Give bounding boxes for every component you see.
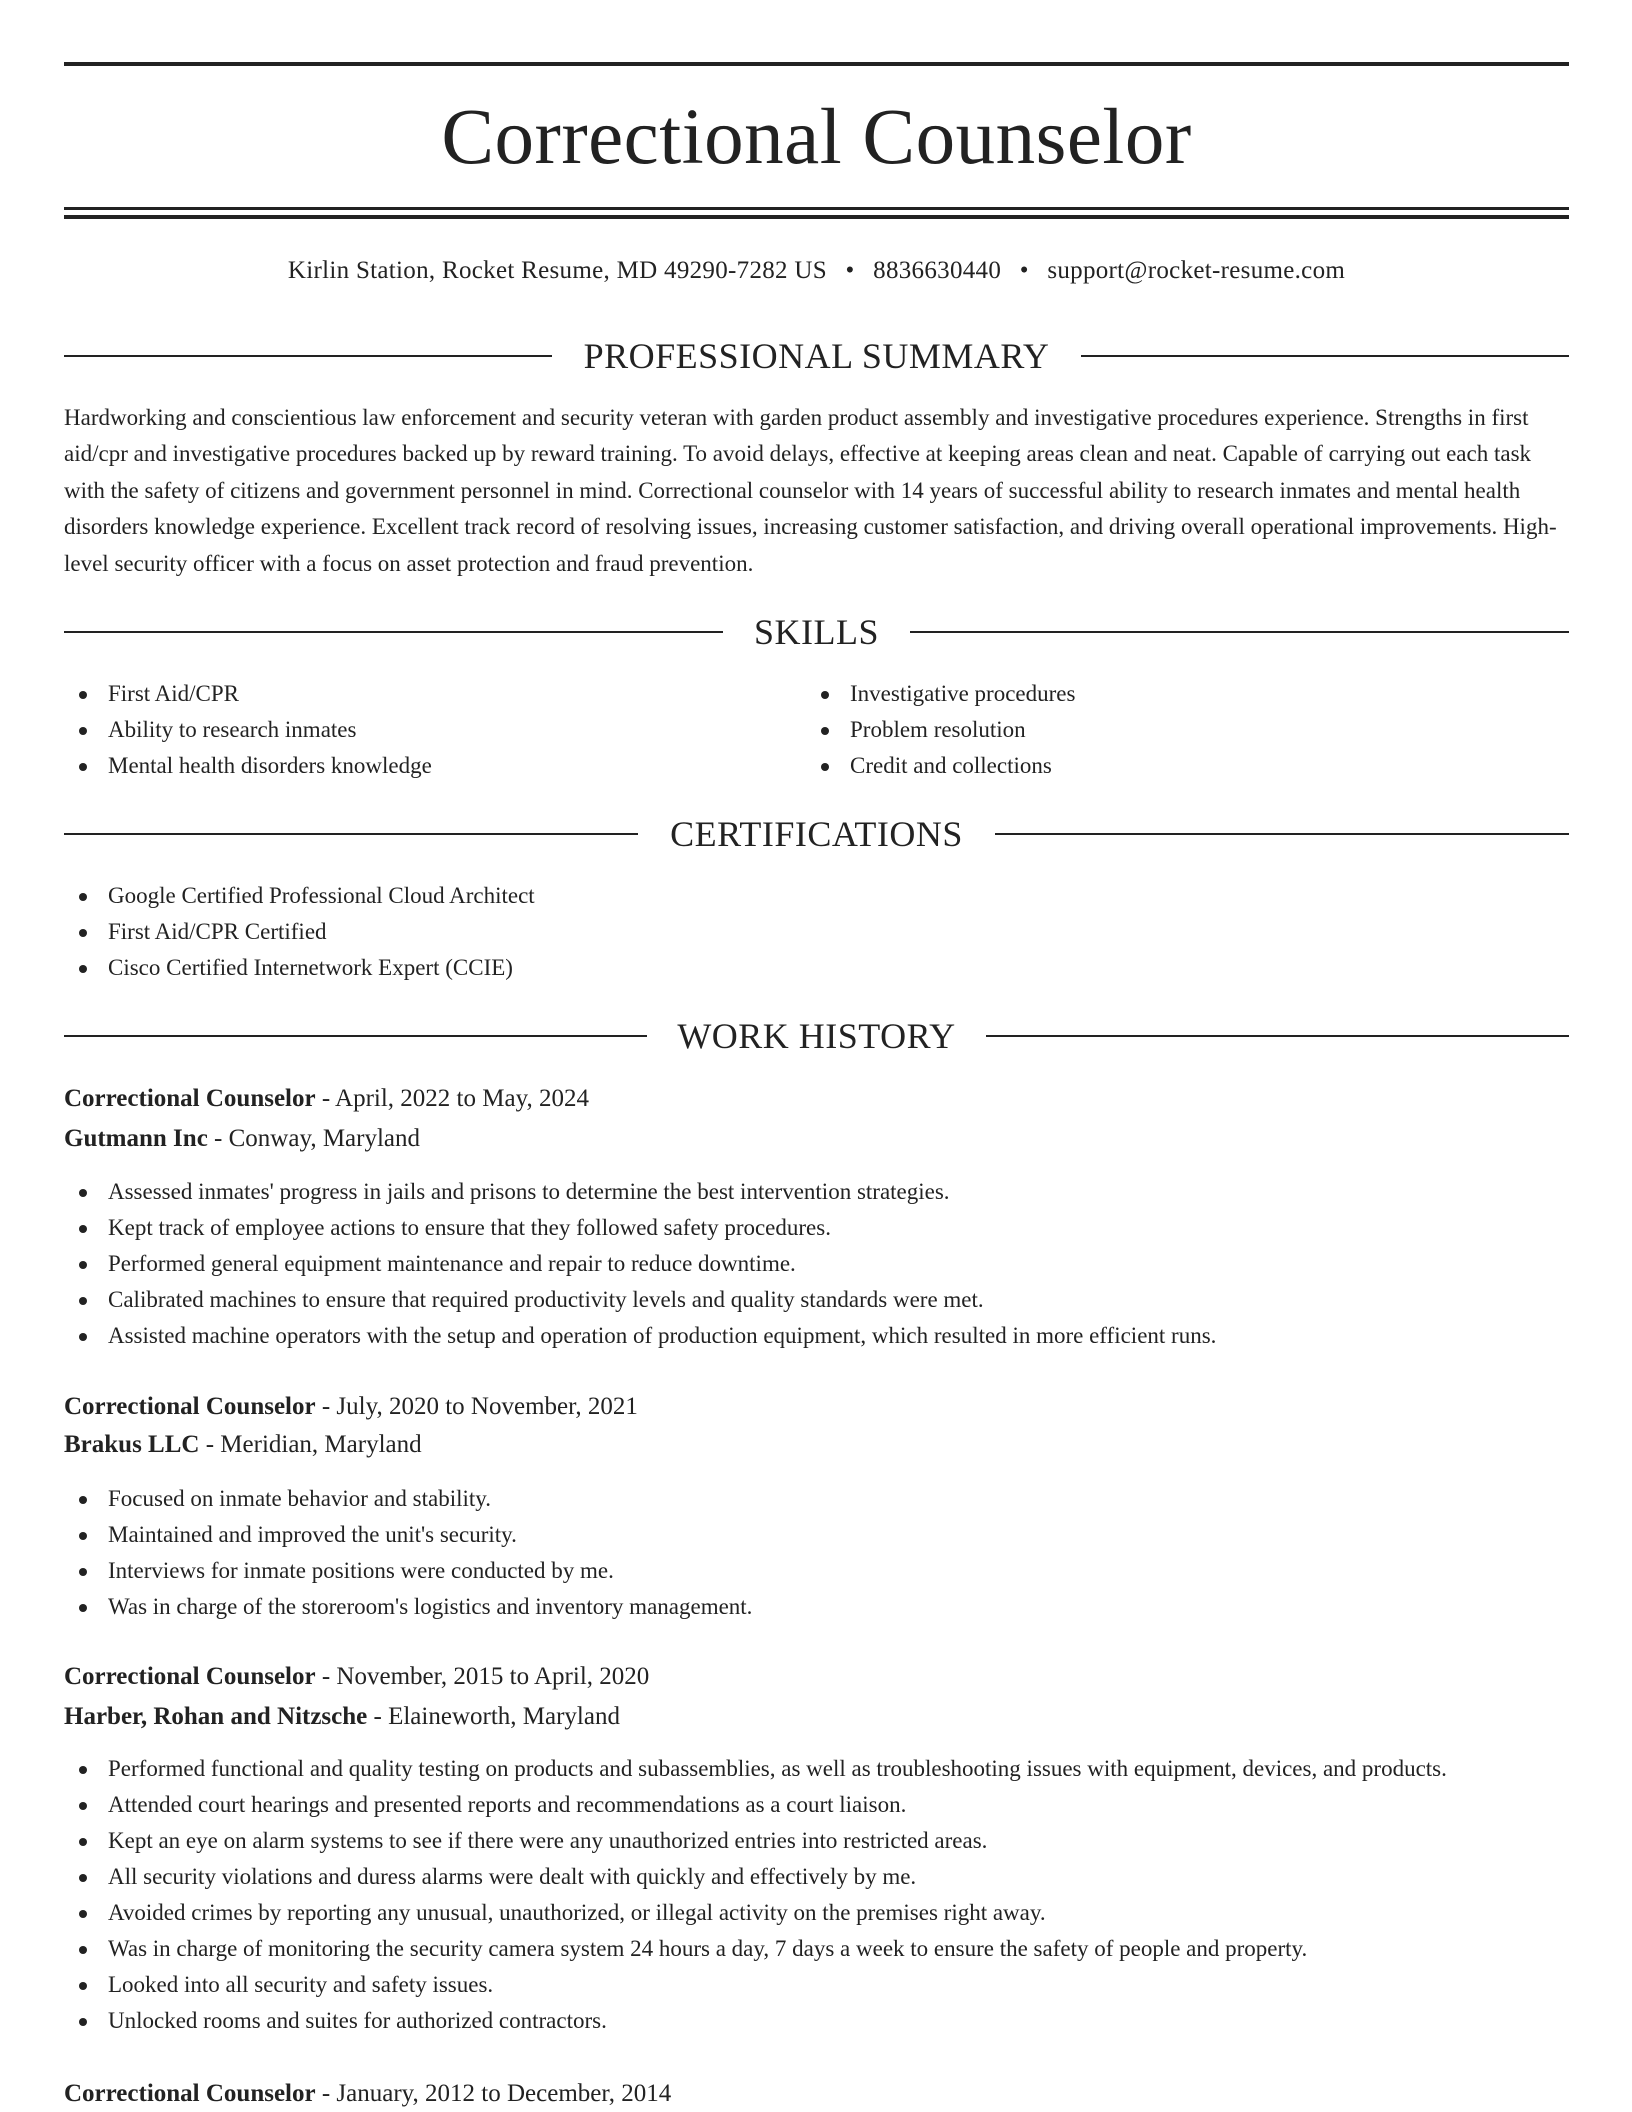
job-title: Correctional Counselor	[64, 1085, 316, 1112]
list-item: Kept an eye on alarm systems to see if there were any unauthorized entries into restricted areas.	[64, 1823, 1447, 1859]
list-item: Assessed inmates' progress in jails and prisons to determine the best intervention strategies.	[64, 1174, 1216, 1210]
bullet-dot	[79, 1766, 87, 1774]
bullet-dot	[79, 1982, 87, 1990]
list-item: First Aid/CPR	[64, 676, 432, 712]
job-title-line	[64, 1660, 649, 1694]
contact-phone: 8836630440	[873, 257, 1002, 284]
section-heading-label: CERTIFICATIONS	[670, 814, 963, 854]
job-title-line	[64, 2077, 671, 2111]
job-title: Correctional Counselor	[64, 1393, 316, 1420]
list-item: Interviews for inmate positions were conducted by me.	[64, 1553, 752, 1589]
contact-line	[64, 254, 1569, 288]
list-item: Performed functional and quality testing on products and subassemblies, as well as troubleshooting issues with equipment, devices, and products.	[64, 1751, 1447, 1787]
job-bullets	[64, 1174, 1216, 1354]
job-title: Correctional Counselor	[64, 2080, 316, 2107]
bullet-dot	[79, 1604, 87, 1612]
contact-separator: •	[845, 257, 855, 284]
bullet-dot	[79, 1261, 87, 1269]
job-company-line	[64, 1700, 620, 1734]
bullet-dot	[79, 1874, 87, 1882]
bullet-dot	[79, 691, 87, 699]
job-location: - Conway, Maryland	[214, 1125, 421, 1152]
bullet-dot	[79, 727, 87, 735]
list-item: Calibrated machines to ensure that required productivity levels and quality standards were met.	[64, 1282, 1216, 1318]
section-heading-certifications	[64, 812, 1569, 856]
bullet-dot	[79, 763, 87, 771]
page-title: Correctional Counselor	[441, 94, 1192, 181]
list-item: Focused on inmate behavior and stability.	[64, 1481, 752, 1517]
bullet-dot	[79, 1946, 87, 1954]
list-item: Maintained and improved the unit's security.	[64, 1517, 752, 1553]
heading-rule	[910, 631, 1569, 633]
summary-paragraph: Hardworking and conscientious law enforcement and security veteran with garden product assembly and investigative procedures experience. Strengths in first aid/cpr and investigative procedures backed up by reward training. To avoid delays, effective at keeping areas clean and neat. Capable of carrying out each task with the safety of citizens and government personnel in mind. Correctional counselor with 14 years of successful ability to research inmates and mental health disorders knowledge experience. Excellent track record of resolving issues, increasing customer satisfaction, and driving overall operational improvements. High-level security officer with a focus on asset protection and fraud prevention.	[64, 405, 1557, 576]
section-heading-work	[64, 1014, 1569, 1058]
contact-address: Kirlin Station, Rocket Resume, MD 49290-7282 US	[287, 257, 827, 284]
section-heading-label: SKILLS	[753, 612, 879, 652]
job-company-line	[64, 1428, 422, 1462]
list-item: Problem resolution	[806, 712, 1075, 748]
job-dates: - January, 2012 to December, 2014	[321, 2080, 672, 2107]
job-bullets	[64, 1751, 1447, 2039]
section-heading-label: PROFESSIONAL SUMMARY	[583, 336, 1050, 376]
list-item: Attended court hearings and presented reports and recommendations as a court liaison.	[64, 1787, 1447, 1823]
list-item: Avoided crimes by reporting any unusual, unauthorized, or illegal activity on the premises right away.	[64, 1895, 1447, 1931]
job-location: - Meridian, Maryland	[205, 1431, 422, 1458]
list-item: Was in charge of the storeroom's logistics and inventory management.	[64, 1589, 752, 1625]
list-item: Looked into all security and safety issues.	[64, 1967, 1447, 2003]
bullet-dot	[79, 929, 87, 937]
job-company: Gutmann Inc	[64, 1125, 208, 1152]
job-company: Brakus LLC	[64, 1431, 200, 1458]
skills-list-left	[64, 676, 432, 784]
bullet-dot	[79, 2018, 87, 2026]
bullet-dot	[79, 965, 87, 973]
contact-email: support@rocket-resume.com	[1047, 257, 1346, 284]
list-item: Investigative procedures	[806, 676, 1075, 712]
bullet-dot	[821, 727, 829, 735]
job-title-line	[64, 1390, 638, 1424]
bullet-dot	[79, 1297, 87, 1305]
section-heading-summary	[64, 334, 1569, 378]
list-item: Unlocked rooms and suites for authorized contractors.	[64, 2003, 1447, 2039]
list-item: Assisted machine operators with the setup and operation of production equipment, which resulted in more efficient runs.	[64, 1318, 1216, 1354]
list-item: Mental health disorders knowledge	[64, 748, 432, 784]
certifications-list	[64, 878, 535, 986]
job-dates: - November, 2015 to April, 2020	[321, 1663, 650, 1690]
job-bullets	[64, 1481, 752, 1625]
list-item: Kept track of employee actions to ensure that they followed safety procedures.	[64, 1210, 1216, 1246]
contact-separator: •	[1019, 257, 1029, 284]
bullet-dot	[79, 1189, 87, 1197]
bullet-dot	[79, 1910, 87, 1918]
list-item: First Aid/CPR Certified	[64, 914, 535, 950]
list-item: Performed general equipment maintenance and repair to reduce downtime.	[64, 1246, 1216, 1282]
heading-rule	[986, 1035, 1569, 1037]
bullet-dot	[79, 1225, 87, 1233]
heading-rule	[995, 833, 1569, 835]
bullet-dot	[79, 1333, 87, 1341]
bullet-dot	[821, 763, 829, 771]
job-title: Correctional Counselor	[64, 1663, 316, 1690]
bullet-dot	[79, 1496, 87, 1504]
bullet-dot	[79, 1838, 87, 1846]
top-rule	[64, 62, 1569, 66]
list-item: Ability to research inmates	[64, 712, 432, 748]
bullet-dot	[821, 691, 829, 699]
job-location: - Elaineworth, Maryland	[373, 1703, 620, 1730]
bullet-dot	[79, 1532, 87, 1540]
job-dates: - April, 2022 to May, 2024	[321, 1085, 589, 1112]
list-item: Google Certified Professional Cloud Architect	[64, 878, 535, 914]
section-heading-skills	[64, 610, 1569, 654]
job-company: Harber, Rohan and Nitzsche	[64, 1703, 368, 1730]
list-item: Credit and collections	[806, 748, 1075, 784]
heading-rule	[1081, 355, 1569, 357]
bullet-dot	[79, 1802, 87, 1810]
resume-page	[64, 0, 1569, 2112]
title-rule-lower	[64, 215, 1569, 219]
list-item: Cisco Certified Internetwork Expert (CCIE)	[64, 950, 535, 986]
list-item: All security violations and duress alarms were dealt with quickly and effectively by me.	[64, 1859, 1447, 1895]
job-title-line	[64, 1082, 589, 1116]
bullet-dot	[79, 1568, 87, 1576]
section-heading-label: WORK HISTORY	[677, 1016, 956, 1056]
bullet-dot	[79, 893, 87, 901]
list-item: Was in charge of monitoring the security camera system 24 hours a day, 7 days a week to ensure the safety of people and property.	[64, 1931, 1447, 1967]
title-rule-upper	[64, 207, 1569, 210]
job-dates: - July, 2020 to November, 2021	[321, 1393, 638, 1420]
job-company-line	[64, 1122, 420, 1156]
skills-list-right	[806, 676, 1075, 784]
